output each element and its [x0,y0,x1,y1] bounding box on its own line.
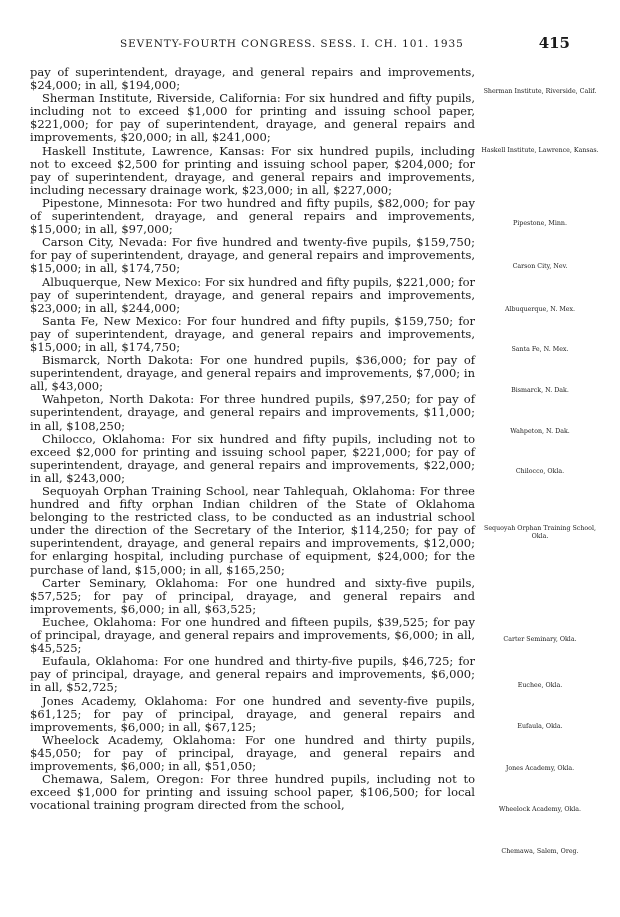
paragraph-chilocco: Chilocco, Oklahoma: For six hundred and fifty pupils, including not to exceed $2,000 for printing and issuing school paper, $221,000; for pay of superintendent, drayage, and general repairs and improvements, $22,000; in all, $243,000; [30,431,475,485]
margin-note-carson-city: Carson City, Nev. [512,263,568,270]
margin-note-wahpeton: Wahpeton, N. Dak. [510,428,570,435]
margin-note-chemawa: Chemawa, Salem, Oreg. [501,848,579,855]
margin-note-santa-fe: Santa Fe, N. Mex. [511,346,569,353]
paragraph-albuquerque: Albuquerque, New Mexico: For six hundred and fifty pupils, $221,000; for pay of superintendent, drayage, and general repairs and improvements, $23,000; in all, $244,000; [30,274,475,315]
paragraph-wahpeton: Wahpeton, North Dakota: For three hundred pupils, $97,250; for pay of superintendent, drayage, and general repairs and improvements, $11,000; in all, $108,250; [30,392,475,433]
margin-note-pipestone: Pipestone, Minn. [513,220,567,227]
margin-note-eufaula: Eufaula, Okla. [517,723,563,730]
paragraph-haskell: Haskell Institute, Lawrence, Kansas: For six hundred pupils, including not to exceed $2,500 for printing and issuing school paper, $204,000; for pay of superintendent, drayage, and general repairs and improvements, including necessary drainage work, $23,000; in all, $227,000; [30,143,475,197]
margin-note-carter-seminary: Carter Seminary, Okla. [503,636,577,643]
page-header [0,34,620,54]
paragraph-sequoyah: Sequoyah Orphan Training School, near Tahlequah, Oklahoma: For three hundred and fifty orphan Indian children of the State of Oklahoma belonging to the restricted class, to be conducted as an industrial school under the direction of the Secretary of the Interior, $114,250; for pay of superintendent, drayage, and general repairs and improvements, $12,000; for enlarging hospital, including purchase of equipment, $24,000; for the purchase of land, $15,000; in all, $165,250; [30,484,475,577]
margin-note-haskell: Haskell Institute, Lawrence, Kansas. [481,147,599,154]
paragraph-sherman: Sherman Institute, Riverside, California: For six hundred and fifty pupils, including not to exceed $1,000 for printing and issuing school paper, $221,000; for pay of superintendent, drayage, and general repairs and improvements, $20,000; in all, $241,000; [30,91,475,145]
paragraph-bismarck: Bismarck, North Dakota: For one hundred pupils, $36,000; for pay of superintendent, drayage, and general repairs and improvements, $7,000; in all, $43,000; [30,353,475,394]
margin-note-sherman: Sherman Institute, Riverside, Calif. [483,88,597,95]
paragraph-eufaula: Eufaula, Oklahoma: For one hundred and thirty-five pupils, $46,725; for pay of principal, drayage, and general repairs and improvements, $6,000; in all, $52,725; [30,654,475,695]
margin-note-sequoyah: Sequoyah Orphan Training School, Okla. [484,525,596,540]
paragraph-pipestone: Pipestone, Minnesota: For two hundred and fifty pupils, $82,000; for pay of superintendent, drayage, and general repairs and improvements, $15,000; in all, $97,000; [30,195,475,237]
paragraph-santa-fe: Santa Fe, New Mexico: For four hundred and fifty pupils, $159,750; for pay of superintendent, drayage, and general repairs and improvements, $15,000; in all, $174,750; [30,313,475,354]
running-head: SEVENTY-FOURTH CONGRESS. SESS. I. CH. 101. 1935 [120,38,464,50]
margin-note-chilocco: Chilocco, Okla. [515,468,565,475]
paragraph-wheelock-academy: Wheelock Academy, Oklahoma: For one hundred and thirty pupils, $45,050; for pay of principal, drayage, and general repairs and improvements, $6,000; in all, $51,050; [30,732,475,773]
paragraph-continuation: pay of superintendent, drayage, and general repairs and improvements, $24,000; in all, $194,000; [30,65,475,93]
paragraph-euchee: Euchee, Oklahoma: For one hundred and fifteen pupils, $39,525; for pay of principal, drayage, and general repairs and improvements, $6,000; in all, $45,525; [30,614,475,656]
margin-note-bismarck: Bismarck, N. Dak. [511,387,569,394]
margin-note-jones-academy: Jones Academy, Okla. [505,765,575,772]
paragraph-carter-seminary: Carter Seminary, Oklahoma: For one hundred and sixty-five pupils, $57,525; for pay of principal, drayage, and general repairs and improvements, $6,000; in all, $63,525; [30,575,475,616]
margin-note-wheelock-academy: Wheelock Academy, Okla. [498,806,582,813]
margin-note-albuquerque: Albuquerque, N. Mex. [504,306,576,313]
body-text [30,66,475,812]
page-number: 415 [538,34,570,52]
margin-note-euchee: Euchee, Okla. [517,682,563,689]
paragraph-jones-academy: Jones Academy, Oklahoma: For one hundred and seventy-five pupils, $61,125; for pay of principal, drayage, and general repairs and improvements, $6,000; in all, $67,125; [30,693,475,734]
paragraph-carson-city: Carson City, Nevada: For five hundred and twenty-five pupils, $159,750; for pay of superintendent, drayage, and general repairs and improvements, $15,000; in all, $174,750; [30,235,475,276]
paragraph-chemawa: Chemawa, Salem, Oregon: For three hundred pupils, including not to exceed $1,000 for printing and issuing school paper, $106,500; for local vocational training program directed from the school, [30,772,475,813]
